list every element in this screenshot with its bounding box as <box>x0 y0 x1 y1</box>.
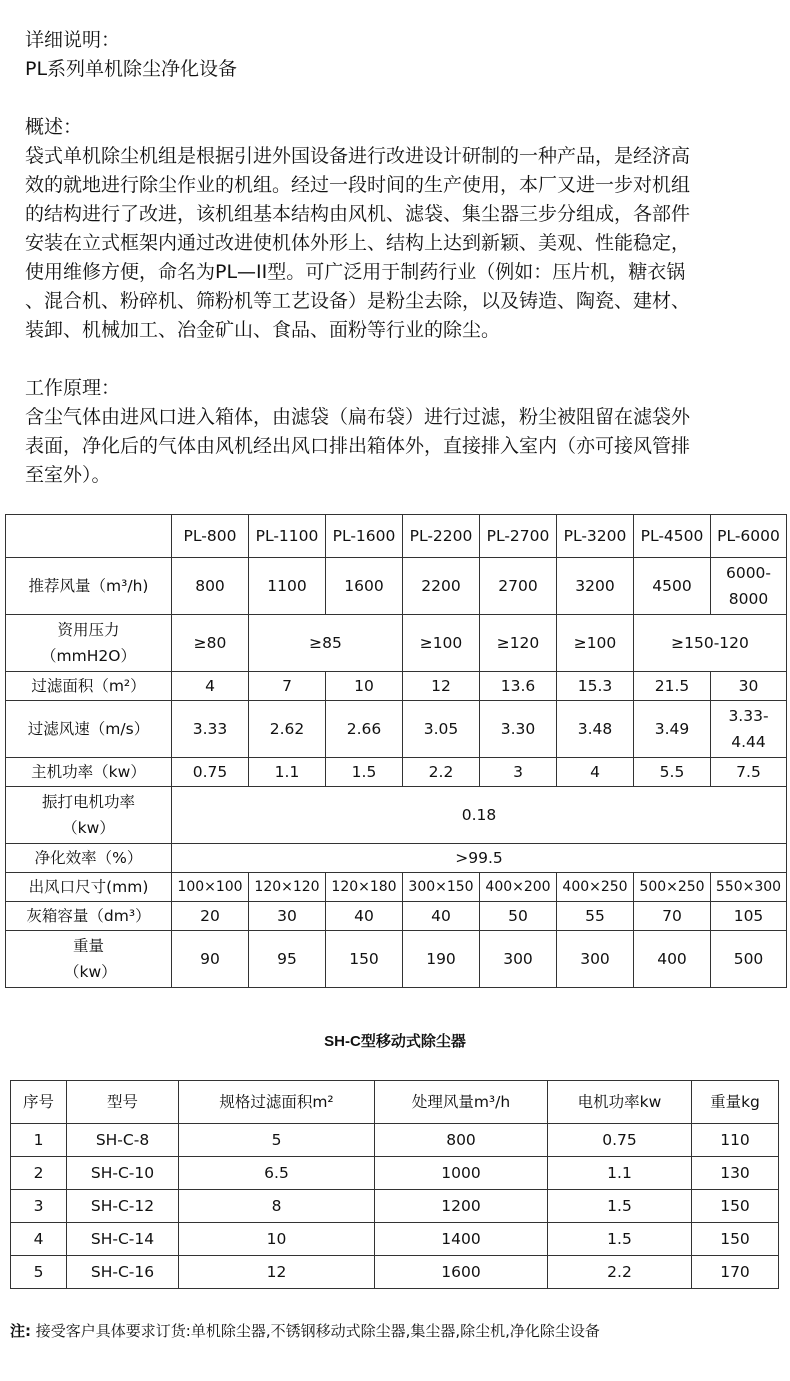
cell: 2.66 <box>326 701 403 758</box>
cell: ≥85 <box>249 615 403 672</box>
cell: 170 <box>692 1256 779 1289</box>
footnote-text: 接受客户具体要求订货:单机除尘器,不锈钢移动式除尘器,集尘器,除尘机,净化除尘设备 <box>31 1322 600 1340</box>
spec-header-corner <box>6 515 172 558</box>
cell: ≥80 <box>172 615 249 672</box>
model-header: PL-1100 <box>249 515 326 558</box>
cell: 4500 <box>634 558 711 615</box>
cell: 0.75 <box>548 1124 692 1157</box>
cell: 300×150 <box>403 873 480 902</box>
cell: 1200 <box>375 1190 548 1223</box>
spec-row-weight <box>6 931 787 988</box>
cell: 130 <box>692 1157 779 1190</box>
overview-line: 装卸、机械加工、冶金矿山、食品、面粉等行业的除尘。 <box>25 319 501 341</box>
column-header: 型号 <box>67 1081 179 1124</box>
cell: 0.18 <box>172 787 787 844</box>
cell: 1.5 <box>548 1190 692 1223</box>
cell: SH-C-10 <box>67 1157 179 1190</box>
cell: 190 <box>403 931 480 988</box>
row-label: 过滤面积（m²） <box>6 672 172 701</box>
cell: >99.5 <box>172 844 787 873</box>
column-header: 序号 <box>11 1081 67 1124</box>
row-label: 推荐风量（m³/h) <box>6 558 172 615</box>
spec-table <box>5 514 787 988</box>
cell: 105 <box>711 902 787 931</box>
overview-line: 使用维修方便，命名为PL—II型。可广泛用于制药行业（例如：压片机，糖衣锅 <box>25 261 686 283</box>
table-row <box>11 1190 779 1223</box>
overview-title: 概述： <box>25 116 83 138</box>
cell: 3.33 <box>172 701 249 758</box>
cell: 5.5 <box>634 758 711 787</box>
cell: 4 <box>11 1223 67 1256</box>
cell: 1.1 <box>249 758 326 787</box>
spec-row-pressure <box>6 615 787 672</box>
principle-title: 工作原理： <box>25 377 121 399</box>
cell: 10 <box>326 672 403 701</box>
table-row <box>11 1124 779 1157</box>
cell: 6000-8000 <box>711 558 787 615</box>
cell: 7.5 <box>711 758 787 787</box>
cell: 1.5 <box>326 758 403 787</box>
table-row <box>11 1223 779 1256</box>
cell: 4 <box>557 758 634 787</box>
cell: ≥100 <box>403 615 480 672</box>
details-heading: 详细说明： <box>25 29 121 51</box>
cell: 15.3 <box>557 672 634 701</box>
cell: 1100 <box>249 558 326 615</box>
spec-row-airflow <box>6 558 787 615</box>
overview-line: 、混合机、粉碎机、筛粉机等工艺设备）是粉尘去除，以及铸造、陶瓷、建材、 <box>25 290 691 312</box>
cell: 90 <box>172 931 249 988</box>
spec-row-efficiency <box>6 844 787 873</box>
cell: SH-C-8 <box>67 1124 179 1157</box>
column-header: 重量kg <box>692 1081 779 1124</box>
cell: 3 <box>11 1190 67 1223</box>
cell: 500×250 <box>634 873 711 902</box>
row-label: 振打电机功率（kw） <box>6 787 172 844</box>
cell: 500 <box>711 931 787 988</box>
cell: SH-C-16 <box>67 1256 179 1289</box>
column-header: 处理风量m³/h <box>375 1081 548 1124</box>
spec-row-filter-area <box>6 672 787 701</box>
cell: 1400 <box>375 1223 548 1256</box>
table-row <box>11 1256 779 1289</box>
cell: SH-C-14 <box>67 1223 179 1256</box>
cell: 3.33-4.44 <box>711 701 787 758</box>
cell: 300 <box>480 931 557 988</box>
cell: 5 <box>11 1256 67 1289</box>
row-label: 过滤风速（m/s） <box>6 701 172 758</box>
cell: 100×100 <box>172 873 249 902</box>
cell: SH-C-12 <box>67 1190 179 1223</box>
spec-row-ash-capacity <box>6 902 787 931</box>
cell: 7 <box>249 672 326 701</box>
cell: 3.48 <box>557 701 634 758</box>
cell: 10 <box>179 1223 375 1256</box>
cell: 2200 <box>403 558 480 615</box>
cell: 2.62 <box>249 701 326 758</box>
cell: ≥150-120 <box>634 615 787 672</box>
overview-line: 的结构进行了改进，该机组基本结构由风机、滤袋、集尘器三步分组成，各部件 <box>25 203 691 225</box>
cell: 30 <box>249 902 326 931</box>
overview-line: 安装在立式框架内通过改进使机体外形上、结构上达到新颖、美观、性能稳定， <box>25 232 691 254</box>
cell: ≥120 <box>480 615 557 672</box>
cell: 2.2 <box>548 1256 692 1289</box>
cell: 40 <box>326 902 403 931</box>
cell: 120×180 <box>326 873 403 902</box>
cell: 3200 <box>557 558 634 615</box>
cell: 400×250 <box>557 873 634 902</box>
cell: 40 <box>403 902 480 931</box>
cell: 5 <box>179 1124 375 1157</box>
cell: 30 <box>711 672 787 701</box>
spec-header-row <box>6 515 787 558</box>
spec-row-filter-speed <box>6 701 787 758</box>
intro-section <box>25 26 775 490</box>
column-header: 规格过滤面积m² <box>179 1081 375 1124</box>
cell: 3 <box>480 758 557 787</box>
cell: 400×200 <box>480 873 557 902</box>
cell: 3.49 <box>634 701 711 758</box>
principle-line: 表面，净化后的气体由风机经出风口排出箱体外，直接排入室内（亦可接风管排 <box>25 435 691 457</box>
model-header: PL-4500 <box>634 515 711 558</box>
cell: 1000 <box>375 1157 548 1190</box>
cell: 1600 <box>375 1256 548 1289</box>
model-table-title: SH-C型移动式除尘器 <box>324 1033 466 1050</box>
cell: 800 <box>172 558 249 615</box>
cell: 95 <box>249 931 326 988</box>
cell: 3.05 <box>403 701 480 758</box>
cell: 2.2 <box>403 758 480 787</box>
model-table <box>10 1080 779 1289</box>
cell: 0.75 <box>172 758 249 787</box>
cell: 6.5 <box>179 1157 375 1190</box>
cell: 8 <box>179 1190 375 1223</box>
spec-row-main-power <box>6 758 787 787</box>
principle-line: 至室外）。 <box>25 464 111 486</box>
model-header-row <box>11 1081 779 1124</box>
cell: 1.1 <box>548 1157 692 1190</box>
cell: 1 <box>11 1124 67 1157</box>
cell: 4 <box>172 672 249 701</box>
cell: 150 <box>326 931 403 988</box>
cell: 20 <box>172 902 249 931</box>
cell: 55 <box>557 902 634 931</box>
row-label: 灰箱容量（dm³） <box>6 902 172 931</box>
cell: 2700 <box>480 558 557 615</box>
overview-line: 效的就地进行除尘作业的机组。经过一段时间的生产使用，本厂又进一步对机组 <box>25 174 691 196</box>
model-header: PL-6000 <box>711 515 787 558</box>
cell: 70 <box>634 902 711 931</box>
row-label: 资用压力（mmH2O） <box>6 615 172 672</box>
product-name: PL系列单机除尘净化设备 <box>25 58 238 80</box>
principle-line: 含尘气体由进风口进入箱体，由滤袋（扁布袋）进行过滤，粉尘被阻留在滤袋外 <box>25 406 691 428</box>
cell: 1600 <box>326 558 403 615</box>
cell: 21.5 <box>634 672 711 701</box>
table-row <box>11 1157 779 1190</box>
overview-line: 袋式单机除尘机组是根据引进外国设备进行改进设计研制的一种产品，是经济高 <box>25 145 691 167</box>
spec-row-outlet-size <box>6 873 787 902</box>
cell: 3.30 <box>480 701 557 758</box>
cell: 300 <box>557 931 634 988</box>
cell: 12 <box>403 672 480 701</box>
cell: 50 <box>480 902 557 931</box>
cell: 400 <box>634 931 711 988</box>
footnote <box>10 1320 600 1341</box>
cell: 2 <box>11 1157 67 1190</box>
model-header: PL-3200 <box>557 515 634 558</box>
cell: 120×120 <box>249 873 326 902</box>
cell: 550×300 <box>711 873 787 902</box>
cell: 150 <box>692 1190 779 1223</box>
column-header: 电机功率kw <box>548 1081 692 1124</box>
cell: 12 <box>179 1256 375 1289</box>
footnote-label: 注: <box>10 1322 31 1340</box>
model-header: PL-2700 <box>480 515 557 558</box>
row-label: 出风口尺寸(mm) <box>6 873 172 902</box>
model-header: PL-2200 <box>403 515 480 558</box>
spec-row-shaker-power <box>6 787 787 844</box>
model-header: PL-1600 <box>326 515 403 558</box>
model-header: PL-800 <box>172 515 249 558</box>
cell: ≥100 <box>557 615 634 672</box>
row-label: 主机功率（kw） <box>6 758 172 787</box>
cell: 13.6 <box>480 672 557 701</box>
cell: 150 <box>692 1223 779 1256</box>
cell: 1.5 <box>548 1223 692 1256</box>
row-label: 净化效率（%） <box>6 844 172 873</box>
cell: 110 <box>692 1124 779 1157</box>
cell: 800 <box>375 1124 548 1157</box>
row-label: 重量（kw） <box>6 931 172 988</box>
